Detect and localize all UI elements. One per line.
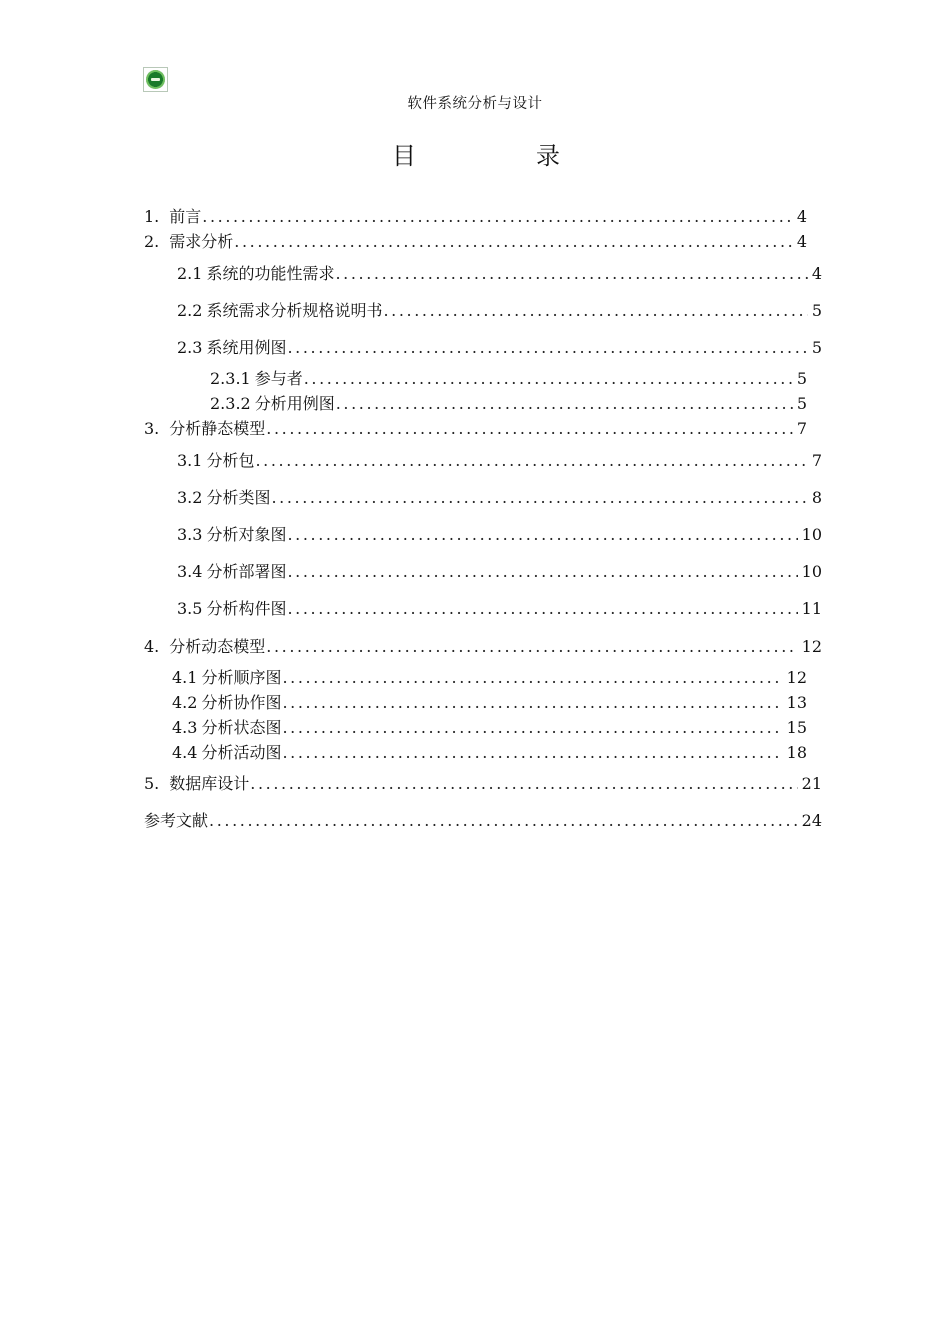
toc-number: 4.4 xyxy=(172,743,198,762)
toc-title: 前言 xyxy=(169,207,202,226)
toc-title: 分析协作图 xyxy=(201,693,282,712)
toc-entry-4[interactable] xyxy=(144,636,822,658)
toc-leader-dots xyxy=(287,337,807,359)
toc-title: 分析用例图 xyxy=(254,394,335,413)
toc-leader-dots xyxy=(202,206,793,228)
toc-number: 4.2 xyxy=(172,693,198,712)
toc-page: 4 xyxy=(796,207,807,226)
toc-entry-2-2[interactable] xyxy=(177,300,822,322)
title-left-char: 目 xyxy=(392,142,416,170)
toc-leader-dots xyxy=(336,393,793,415)
toc-title: 分析对象图 xyxy=(206,525,287,544)
toc-page: 5 xyxy=(796,369,807,388)
toc-entry-3-5[interactable] xyxy=(177,598,822,620)
toc-leader-dots xyxy=(266,418,793,440)
toc-leader-dots xyxy=(287,561,797,583)
toc-leader-dots xyxy=(234,231,793,253)
toc-page: 5 xyxy=(796,394,807,413)
toc-title: 分析活动图 xyxy=(201,743,282,762)
toc-title: 分析静态模型 xyxy=(169,419,266,438)
toc-number: 3.3 xyxy=(177,525,203,544)
toc-entry-4-2[interactable] xyxy=(172,692,807,714)
toc-page: 4 xyxy=(811,264,822,283)
toc-page: 12 xyxy=(801,637,822,656)
toc-page: 18 xyxy=(786,743,807,762)
toc-entry-4-4[interactable] xyxy=(172,742,807,764)
toc-number: 4.3 xyxy=(172,718,198,737)
toc-title: 系统的功能性需求 xyxy=(206,264,335,283)
toc-entry-3-1[interactable] xyxy=(177,450,822,472)
toc-page: 7 xyxy=(811,451,822,470)
toc-leader-dots xyxy=(255,450,807,472)
toc-leader-dots xyxy=(335,263,807,285)
toc-entry-3-4[interactable] xyxy=(177,561,822,583)
toc-title: 系统用例图 xyxy=(206,338,287,357)
toc-title: 分析部署图 xyxy=(206,562,287,581)
toc-page: 5 xyxy=(811,338,822,357)
toc-number: 5. xyxy=(144,774,160,793)
toc-number: 3.2 xyxy=(177,488,203,507)
toc-title: 分析类图 xyxy=(206,488,271,507)
toc-leader-dots xyxy=(287,524,797,546)
toc-leader-dots xyxy=(304,368,793,390)
toc-page: 5 xyxy=(811,301,822,320)
toc-title: 参与者 xyxy=(254,369,303,388)
toc-title: 分析顺序图 xyxy=(201,668,282,687)
toc-entry-4-3[interactable] xyxy=(172,717,807,739)
toc-page: 21 xyxy=(801,774,822,793)
toc-page: 24 xyxy=(801,811,822,830)
toc-title: 分析包 xyxy=(206,451,255,470)
toc-page: 11 xyxy=(801,599,822,618)
page-header: 软件系统分析与设计 xyxy=(407,96,543,112)
toc-entry-1[interactable] xyxy=(144,206,807,228)
toc-leader-dots xyxy=(282,667,782,689)
toc-leader-dots xyxy=(282,692,782,714)
toc-page: 10 xyxy=(801,562,822,581)
toc-leader-dots xyxy=(209,810,798,832)
toc-page: 12 xyxy=(786,668,807,687)
toc-entry-2[interactable] xyxy=(144,231,807,253)
toc-number: 3.4 xyxy=(177,562,203,581)
toc-number: 2.3 xyxy=(177,338,203,357)
toc-number: 2. xyxy=(144,232,160,251)
toc-leader-dots xyxy=(287,598,797,620)
toc-page: 7 xyxy=(796,419,807,438)
toc-entry-2-3-1[interactable] xyxy=(210,368,807,390)
toc-number: 2.1 xyxy=(177,264,203,283)
toc-number: 1. xyxy=(144,207,160,226)
toc-leader-dots xyxy=(282,717,782,739)
toc-leader-dots xyxy=(250,773,797,795)
title-right-char: 录 xyxy=(536,142,560,170)
toc-entry-5[interactable] xyxy=(144,773,822,795)
toc-number: 2.3.2 xyxy=(210,394,251,413)
toc-leader-dots xyxy=(383,300,807,322)
toc-entry-2-1[interactable] xyxy=(177,263,822,285)
toc-title: 需求分析 xyxy=(169,232,234,251)
toc-number: 4. xyxy=(144,637,160,656)
toc-title: 数据库设计 xyxy=(169,774,250,793)
toc-page: 13 xyxy=(786,693,807,712)
toc-title: 参考文献 xyxy=(144,811,209,830)
toc-number: 3. xyxy=(144,419,160,438)
toc-page: 15 xyxy=(786,718,807,737)
toc-entry-3[interactable] xyxy=(144,418,807,440)
toc-number: 2.2 xyxy=(177,301,203,320)
toc-leader-dots xyxy=(271,487,807,509)
toc-number: 2.3.1 xyxy=(210,369,251,388)
toc-leader-dots xyxy=(266,636,797,658)
toc-number: 3.5 xyxy=(177,599,203,618)
toc-page: 10 xyxy=(801,525,822,544)
toc-number: 3.1 xyxy=(177,451,203,470)
toc-leader-dots xyxy=(282,742,782,764)
toc-entry-4-1[interactable] xyxy=(172,667,807,689)
toc-page: 8 xyxy=(811,488,822,507)
toc-number: 4.1 xyxy=(172,668,198,687)
toc-entry-3-2[interactable] xyxy=(177,487,822,509)
toc-entry-2-3-2[interactable] xyxy=(210,393,807,415)
toc-title: 系统需求分析规格说明书 xyxy=(206,301,383,320)
toc-entry-references[interactable] xyxy=(144,810,822,832)
toc-title: 分析动态模型 xyxy=(169,637,266,656)
toc-entry-3-3[interactable] xyxy=(177,524,822,546)
toc-entry-2-3[interactable] xyxy=(177,337,822,359)
toc-page: 4 xyxy=(796,232,807,251)
toc-title: 分析状态图 xyxy=(201,718,282,737)
toc-title: 分析构件图 xyxy=(206,599,287,618)
